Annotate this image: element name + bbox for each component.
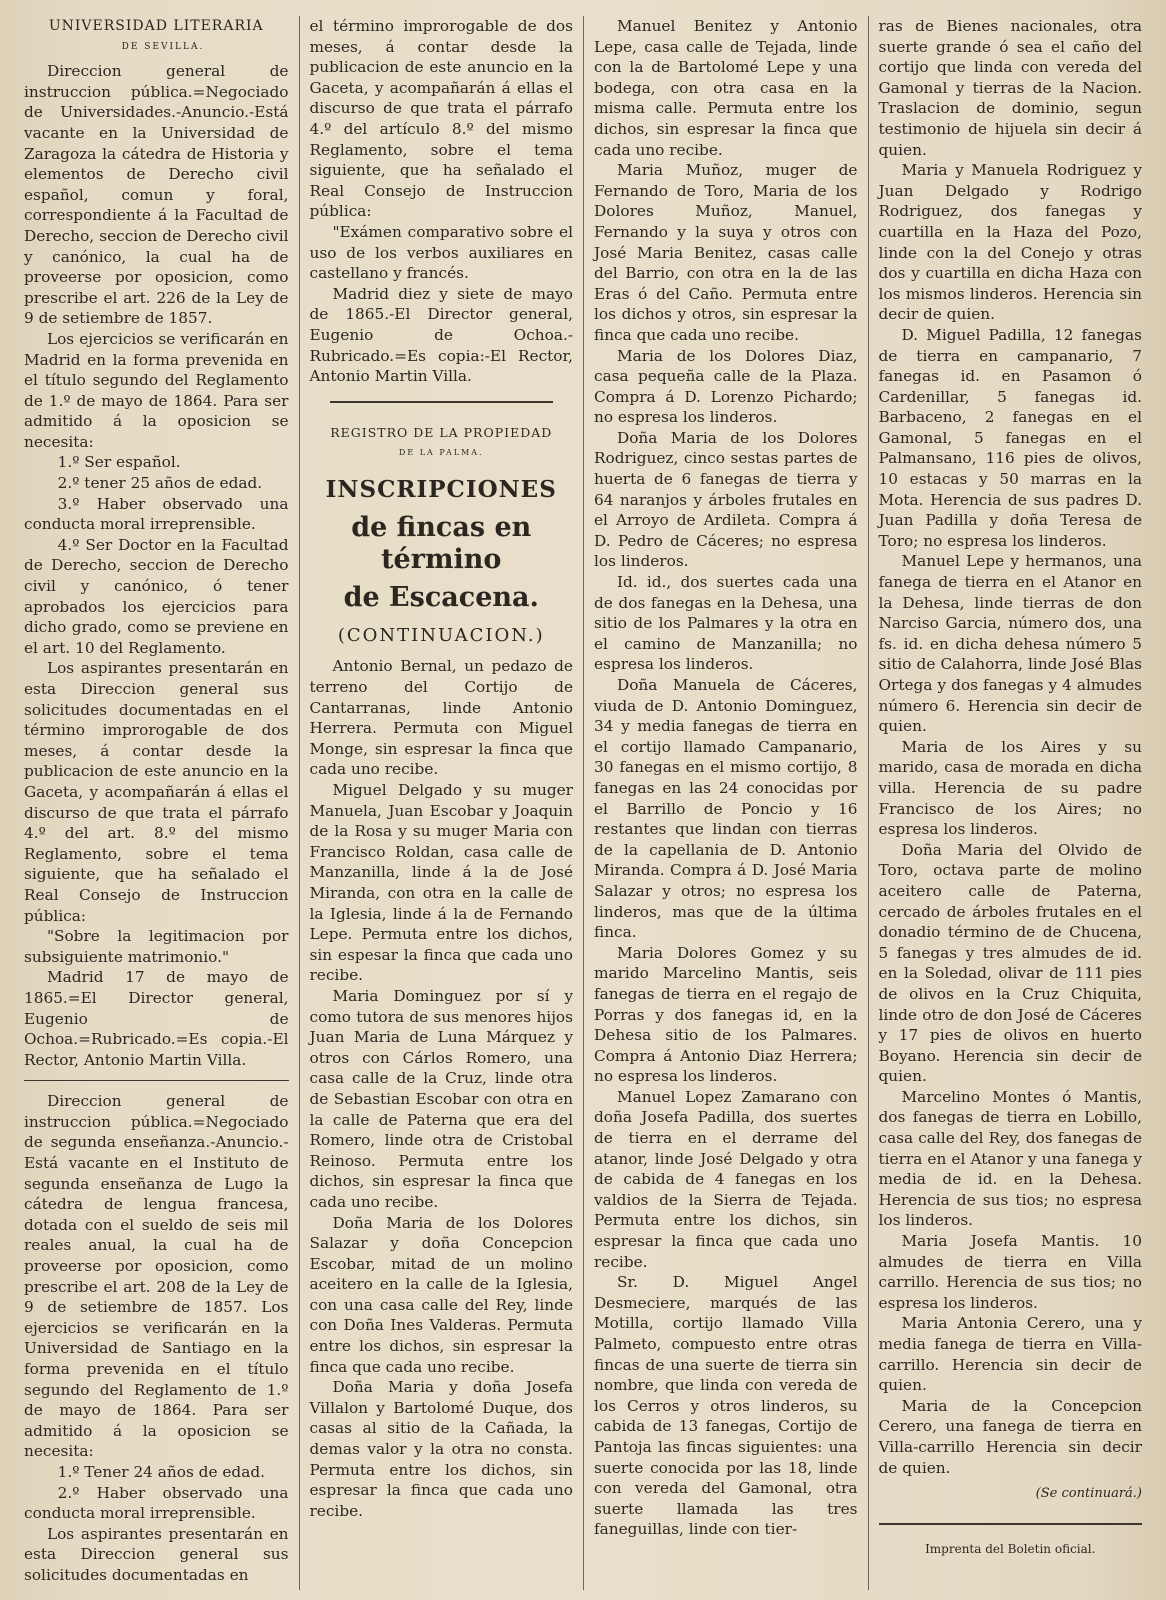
requirement: 2.º tener 25 años de edad. xyxy=(57,474,263,493)
article-paragraph: "Sobre la legitimacion por subsiguiente matrimonio." xyxy=(24,927,289,966)
divider xyxy=(330,401,554,403)
entry: Manuel Lopez Zamarano con doña Josefa Padilla, dos suertes de tierra en el derrame del atanor, linde José Delgado y otra de cabida de 4 fanegas en los valdios de la Sierra de Tejada. Permuta entre los dichos, sin espresar la finca que cada uno recibe. xyxy=(594,1087,858,1271)
entry: Maria de los Aires y su marido, casa de morada en dicha villa. Herencia de su padre Francisco de los Aires; no espresa los linderos. xyxy=(878,737,1142,839)
article-paragraph: "Exámen comparativo sobre el uso de los verbos auxiliares en castellano y francés. xyxy=(309,222,573,283)
requirement: 1.º Tener 24 años de edad. xyxy=(57,1462,266,1481)
entry: Manuel Benitez y Antonio Lepe, casa calle de Tejada, linde con la de Bartolomé Lepe y una bodega, con otra casa en la misma calle. Permuta entre los dichos, sin espresar la finca que cada uno recibe. xyxy=(594,17,858,159)
entry: Marcelino Montes ó Mantis, dos fanegas de tierra en Lobillo, casa calle del Rey, dos fanegas de tierra en el Atanor y una fanega y media de id. en la Dehesa. Herencia de sus tios; no espresa los linderos. xyxy=(878,1087,1142,1230)
entry: Doña Maria y doña Josefa Villalon y Bartolomé Duque, dos casas al sitio de la Cañada, la demas valor y la otra no consta. Permuta entre los dichos, sin espresar la finca que cada uno recibe. xyxy=(309,1378,573,1520)
column-1 xyxy=(14,16,299,1590)
to-be-continued: (Se continuará.) xyxy=(1035,1486,1142,1502)
column-4 xyxy=(868,16,1153,1590)
columns xyxy=(14,16,1152,1590)
entry: Doña Maria de los Dolores Salazar y doña Concepcion Escobar, mitad de un molino aceitero en la calle de la Iglesia, con una casa calle del Rey, linde con Doña Ines Valderas. Permuta entre los dichos, sin espresar la finca que cada uno recibe. xyxy=(309,1213,573,1376)
entry: Doña Maria del Olvido de Toro, octava parte de molino aceitero calle de Paterna, cercado de árboles frutales en el donadio término de de Chucena, 5 fanegas y tres almudes de id. en la Soledad, olivar de 111 pies de olivos en la Cruz Chiquita, linde otro de don José de Cáceres y 17 pies de olivos en huerto Boyano. Herencia sin decir de quien. xyxy=(878,840,1142,1086)
entry: Sr. D. Miguel Angel Desmeciere, marqués de las Motilla, cortijo llamado Villa Palmeto, compuesto entre otras fincas de una suerte de tierra sin nombre, que linda con vereda de los Cerros y otros linderos, su cabida de 13 fanegas, Cortijo de Pantoja las fincas siguientes: una suerte conocida por las 18, linde con vereda del Gamonal, otra suerte llamada las tres faneguillas, linde con tier- xyxy=(594,1273,858,1539)
registry-subtitle: DE LA PALMA. xyxy=(398,448,484,458)
article-paragraph: Los aspirantes presentarán en esta Direccion general sus solicitudes documentadas en xyxy=(24,1524,289,1584)
entry: Maria Muñoz, muger de Fernando de Toro, Maria de los Dolores Muñoz, Manuel, Fernando y la suya y otros con José Maria Benitez, casas calle del Barrio, con otra en la de las Eras ó del Caño. Permuta entre los dichos y otros, sin espresar la finca que cada uno recibe. xyxy=(594,161,858,344)
continuation-label: (CONTINUACION.) xyxy=(337,624,545,646)
article-paragraph: el término improrogable de dos meses, á contar desde la publicacion de este anuncio en la Gaceta, y acompañarán á ellas el discurso de que trata el párrafo 4.º del artículo 8.º del mismo Reglamento, sobre el tema siguiente, que ha señalado el Real Consejo de Instruccion pública: xyxy=(309,17,573,221)
article-signature: Madrid diez y siete de mayo de 1865.-El Director general, Eugenio de Ochoa.-Rubricado.=Es copia:-El Rector, Antonio Martin Villa. xyxy=(309,284,573,386)
article-paragraph: Direccion general de instruccion pública.=Negociado de segunda enseñanza.-Anuncio.-Está vacante en el Instituto de segunda enseñanza de Lugo la cátedra de lengua francesa, dotada con el sueldo de seis mil reales anual, la cual ha de proveerse por oposicion, como prescribe el art. 208 de la Ley de 9 de setiembre de 1857. Los ejercicios se verificarán en la Universidad de Santiago en la forma prevenida en el título segundo del Reglamento de 1.º de mayo de 1864. Para ser admitido á la oposicion se necesita: xyxy=(24,1092,289,1461)
entry: Maria y Manuela Rodriguez y Juan Delgado y Rodrigo Rodriguez, dos fanegas y cuartilla en la Haza del Pozo, linde con la del Conejo y otras dos y cuartilla en dicha Haza con los mismos linderos. Herencia sin decir de quien. xyxy=(878,161,1142,324)
article-paragraph: Los ejercicios se verificarán en Madrid en la forma prevenida en el título segundo del Reglamento de 1.º de mayo de 1864. Para ser admitido á la oposicion se necesita: xyxy=(24,329,289,451)
entry: Maria Dolores Gomez y su marido Marcelino Mantis, seis fanegas de tierra en el regajo de Porras y dos fanegas id, en la Dehesa sitio de los Palmares. Compra á Antonio Diaz Herrera; no espresa los linderos. xyxy=(594,943,858,1086)
registry-title: REGISTRO DE LA PROPIEDAD xyxy=(330,424,553,440)
column-2 xyxy=(299,16,584,1590)
requirement: 1.º Ser español. xyxy=(57,453,181,472)
requirement: 2.º Haber observado una conducta moral irreprensible. xyxy=(24,1483,289,1523)
university-heading: UNIVERSIDAD LITERARIA xyxy=(48,18,264,34)
entry: Antonio Bernal, un pedazo de terreno del Cortijo de Cantarranas, linde Antonio Herrera. Permuta con Miguel Monge, sin espresar la finca que cada uno recibe. xyxy=(309,657,573,779)
entry: Doña Maria de los Dolores Rodriguez, cinco sestas partes de huerta de 6 fanegas de tierra y 64 naranjos y árboles frutales en el Arroyo de Ardileta. Compra á D. Pedro de Cáceres; no espresa los linderos. xyxy=(594,428,858,571)
article-paragraph: Los aspirantes presentarán en esta Direccion general sus solicitudes documentadas en el término improrogable de dos meses, á contar desde la publicacion de este anuncio en la Gaceta, y acompañarán á ellas el discurso de que trata el párrafo 4.º del art. 8.º del mismo Reglamento, sobre el tema siguiente, que ha señalado el Real Consejo de Instruccion pública: xyxy=(24,659,289,925)
entry: Maria de la Concepcion Cerero, una fanega de tierra en Villa-carrillo Herencia sin decir de quien. xyxy=(878,1396,1142,1477)
requirement: 4.º Ser Doctor en la Facultad de Derecho, seccion de Derecho civil y canónico, ó tener aprobados los ejercicios para dicho grado, como se previene en el art. 10 del Reglamento. xyxy=(24,535,289,657)
entry: Id. id., dos suertes cada una de dos fanegas en la Dehesa, una sitio de los Palmares y la otra en el camino de Manzanilla; no espresa los linderos. xyxy=(594,573,858,674)
university-subheading: DE SEVILLA. xyxy=(121,41,205,52)
section-title: INSCRIPCIONES xyxy=(325,475,557,503)
entry: Doña Manuela de Cáceres, viuda de D. Antonio Dominguez, 34 y media fanegas de tierra en el cortijo llamado Campanario, 30 fanegas en el mismo cortijo, 8 fanegas en las 24 conocidas por el Barrillo de Poncio y 16 restantes que lindan con tierras de la capellania de D. Antonio Miranda. Compra á D. José Maria Salazar y otros; no espresa los linderos, mas que de la última finca. xyxy=(594,676,858,942)
entry: Miguel Delgado y su muger Manuela, Juan Escobar y Joaquin de la Rosa y su muger Maria con Francisco Roldan, casa calle de Manzanilla, linde á la de José Miranda, con otra en la calle de la Iglesia, linde á la de Fernando Lepe. Permuta entre los dichos, sin espesar la finca que cada uno recibe. xyxy=(309,781,573,985)
entry: ras de Bienes nacionales, otra suerte grande ó sea el caño del cortijo que linda con vereda del Gamonal y tierras de la Nacion. Traslacion de dominio, segun testimonio de hijuela sin decir á quien. xyxy=(878,17,1142,159)
divider xyxy=(24,1080,289,1081)
entry: Maria Josefa Mantis. 10 almudes de tierra en Villa carrillo. Herencia de sus tios; no espresa los linderos. xyxy=(878,1232,1142,1312)
entry: Maria Dominguez por sí y como tutora de sus menores hijos Juan Maria de Luna Márquez y otros con Cárlos Romero, una casa calle de la Cruz, linde otra de Sebastian Escobar con otra en la calle de Paterna que era del Romero, linde otra de Cristobal Reinoso. Permuta entre los dichos, sin espresar la finca que cada uno recibe. xyxy=(309,986,573,1211)
entry: Maria Antonia Cerero, una y media fanega de tierra en Villa-carrillo. Herencia sin decir de quien. xyxy=(878,1314,1142,1395)
imprint: Imprenta del Boletin oficial. xyxy=(879,1523,1143,1560)
article-paragraph: Direccion general de instruccion pública.=Negociado de Universidades.-Anuncio.-Está vacante en la Universidad de Zaragoza la cátedra de Historia y elementos de Derecho civil español, comun y foral, correspondiente á la Facultad de Derecho, seccion de Derecho civil y canónico, la cual ha de proveerse por oposicion, como prescribe el art. 226 de la Ley de 9 de setiembre de 1857. xyxy=(24,62,289,328)
entry: Manuel Lepe y hermanos, una fanega de tierra en el Atanor en la Dehesa, linde tierras de don Narciso Garcia, número dos, una fs. id. en dicha dehesa número 5 sitio de Calahorra, linde José Blas Ortega y dos fanegas y 4 almudes número 6. Herencia sin decir de quien. xyxy=(878,552,1142,736)
section-title: de Escacena. xyxy=(343,581,539,613)
column-3 xyxy=(583,16,868,1590)
article-signature: Madrid 17 de mayo de 1865.=El Director general, Eugenio de Ochoa.=Rubricado.=Es copia.-El Rector, Antonio Martin Villa. xyxy=(24,968,289,1069)
entry: D. Miguel Padilla, 12 fanegas de tierra en campanario, 7 fanegas id. en Pasamon ó Cardenillar, 5 fanegas id. Barbaceno, 2 fanegas en el Gamonal, 5 fanegas en el Palmansano, 116 pies de olivos, 10 estacas y 50 marras en la Mota. Herencia de sus padres D. Juan Padilla y doña Teresa de Toro; no espresa los linderos. xyxy=(878,325,1142,550)
requirement: 3.º Haber observado una conducta moral irreprensible. xyxy=(24,494,289,534)
entry: Maria de los Dolores Diaz, casa pequeña calle de la Plaza. Compra á D. Lorenzo Pichardo; no espresa los linderos. xyxy=(594,346,858,427)
section-title: de fincas en término xyxy=(351,511,532,575)
